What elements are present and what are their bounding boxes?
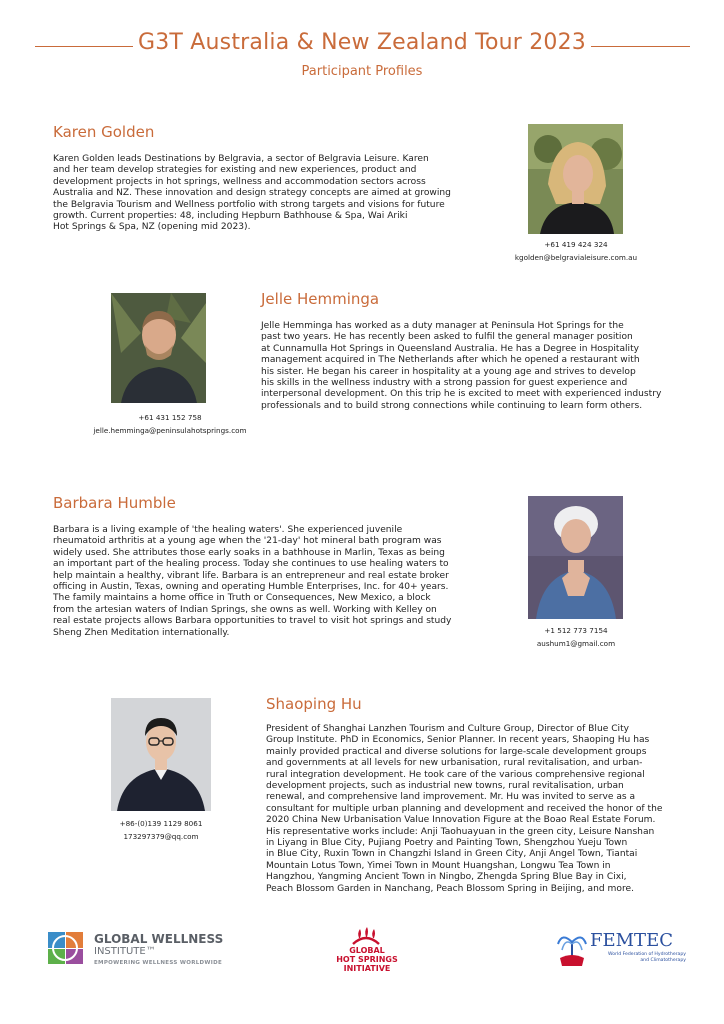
global-wellness-institute-logo <box>46 930 246 970</box>
contact-karen <box>505 238 647 264</box>
profile-name-shaoping: Shaoping Hu <box>266 695 362 713</box>
phone-shaoping: +86-(0)139 1129 8061 <box>119 819 203 828</box>
page-subtitle: Participant Profiles <box>301 64 423 79</box>
profile-bio-jelle: Jelle Hemminga has worked as a duty manager at Peninsula Hot Springs for the past two years. He has recently been asked to fulfil the general manager position at Cunnamulla Hot Springs in Queensland Australia. He has a Degree in Hospitality management acquired in The Netherlands after which he opened a restaurant with his sister. He began his career in hospitality at a young age and strives to develop his skills in the wellness industry with a strong passion for guest experience and interpersonal development. On this trip he is excited to meet with experienced industry professionals and to build strong connections while continuing to learn form others. <box>261 321 662 411</box>
gwi-name-line1: GLOBAL WELLNESS <box>94 932 224 946</box>
femtec-sub1: World Federation of Hydrotherapy <box>608 952 686 957</box>
gwi-mark-icon <box>46 930 86 966</box>
global-hot-springs-initiative-logo <box>327 926 407 972</box>
ghsi-line2: HOT SPRINGS <box>336 955 398 964</box>
femtec-sub2: and Climatotherapy <box>640 958 686 963</box>
gwi-tagline: EMPOWERING WELLNESS WORLDWIDE <box>94 960 223 966</box>
phone-barbara: +1 512 773 7154 <box>544 626 608 635</box>
contact-barbara <box>505 624 647 650</box>
gwi-name-line2: INSTITUTE™ <box>94 946 156 957</box>
profile-name-karen: Karen Golden <box>53 123 155 141</box>
email-barbara: aushum1@gmail.com <box>536 639 616 648</box>
hot-springs-icon <box>349 926 383 946</box>
femtec-logo <box>556 928 686 974</box>
portrait-shaoping-hu <box>111 698 211 811</box>
contact-jelle <box>80 411 260 437</box>
ghsi-line3: INITIATIVE <box>343 964 391 973</box>
ghsi-line1: GLOBAL <box>349 946 385 955</box>
profile-name-jelle: Jelle Hemminga <box>261 290 380 308</box>
profile-name-barbara: Barbara Humble <box>53 494 176 512</box>
email-karen: kgolden@belgravialeisure.com.au <box>514 253 638 262</box>
portrait-barbara-humble <box>528 496 623 619</box>
profile-bio-shaoping: President of Shanghai Lanzhen Tourism and Culture Group, Director of Blue City Group Institute. PhD in Economics, Senior Planner. In recent years, Shaoping Hu has mainly provided practical and diverse solutions for large-scale development groups and governments at all levels for new urbanisation, rural revitalisation, and urban- rural integration development. He took care of the various comprehensive regional development projects, such as industrial new towns, rural revitalisation, urban renewal, and comprehensive land improvement. Mr. Hu was invited to serve as a consultant for multiple urban planning and development and received the honor of the 2020 China New Urbanisation Value Innovation Figure at the Boao Real Estate Forum. His representative works include: Anji Taohuayuan in the green city, Leisure Nanshan in Liyang in Blue City, Pujiang Poetry and Painting Town, Shengzhou Yueju Town in Blue City, Ruxin Town in Changzhi Island in Green City, Anji Angel Town, Tiantai Mountain Lotus Town, Yimei Town in Mount Huangshan, Longwu Tea Town in Hangzhou, Yangming Ancient Town in Ningbo, Zhengda Spring Blue Bay in Cixi, Peach Blossom Garden in Nanchang, Peach Blossom Spring in Beijing, and more. <box>266 724 663 894</box>
email-jelle: jelle.hemminga@peninsulahotsprings.com <box>93 426 247 435</box>
phone-karen: +61 419 424 324 <box>544 240 608 249</box>
femtec-name: FEMTEC <box>590 930 673 951</box>
profile-bio-barbara: Barbara is a living example of 'the healing waters'. She experienced juvenile rheumatoid arthritis at a young age when the '21-day' hot mineral bath program was widely used. She attributes those early soaks in a bathhouse in Marlin, Texas as being an important part of the healing process. Today she continues to use healing waters to help maintain a healthy, vibrant life. Barbara is an entrepreneur and real estate broker officing in Austin, Texas, owning and operating Humble Enterprises, Inc. for 40+ years. The family maintains a home office in Truth or Consequences, New Mexico, a block from the artesian waters of Indian Springs, she owns as well. Working with Kelley on real estate projects allows Barbara opportunities to travel to visit hot springs and study Sheng Zhen Meditation internationally. <box>53 525 452 638</box>
profile-bio-karen: Karen Golden leads Destinations by Belgravia, a sector of Belgravia Leisure. Karen and her team develop strategies for existing and new experiences, product and development projects in hot springs, wellness and accommodation sectors across Australia and NZ. These innovation and design strategy concepts are aimed at growing the Belgravia Tourism and Wellness portfolio with strong targets and visions for future growth. Current properties: 48, including Hepburn Bathhouse & Spa, Wai Ariki Hot Springs & Spa, NZ (opening mid 2023). <box>53 154 451 233</box>
femtec-fountain-icon <box>556 928 588 968</box>
page-title: G3T Australia & New Zealand Tour 2023 <box>137 30 587 55</box>
contact-shaoping <box>95 817 227 843</box>
portrait-jelle-hemminga <box>111 293 206 403</box>
portrait-karen-golden <box>528 124 623 234</box>
email-shaoping: 173297379@qq.com <box>123 832 199 841</box>
phone-jelle: +61 431 152 758 <box>138 413 202 422</box>
